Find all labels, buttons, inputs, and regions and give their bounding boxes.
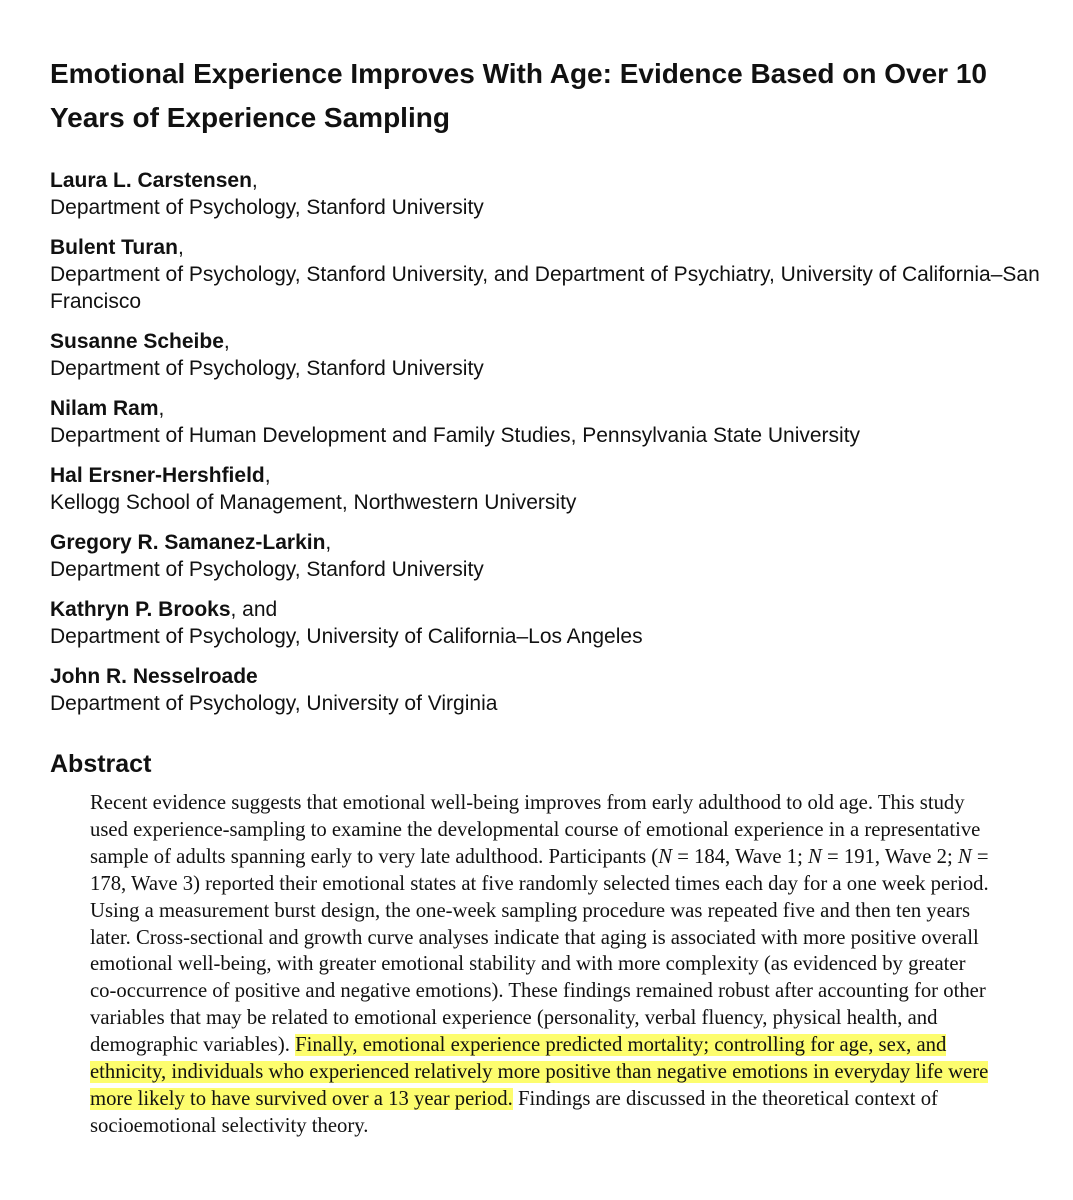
- abstract-text-part: = 184, Wave 1;: [672, 845, 809, 868]
- author-entry: [50, 529, 1040, 583]
- sample-size-symbol: N: [957, 845, 972, 868]
- abstract-heading: Abstract: [50, 750, 152, 778]
- abstract-text-part: Recent evidence suggests that emotional well-being improves from early adulthood to old age. This study used experience-sampling to examine the developmental course of emotional experience in a representative sample of adults spanning early to very late adulthood. Participants (: [90, 792, 981, 868]
- abstract-text: [90, 790, 990, 1140]
- sample-size-symbol: N: [658, 845, 673, 868]
- sample-size-symbol: N: [808, 845, 822, 868]
- highlighted-sentence: Finally, emotional experience predicted mortality; controlling for age, sex, and ethnicity, individuals who experienced relatively more positive than negative emotions in everyday life were more likely to have survived over a 13 year period.: [90, 1034, 989, 1110]
- author-affiliation: Department of Human Development and Family Studies, Pennsylvania State University: [50, 424, 861, 447]
- paper-title: Emotional Experience Improves With Age: Evidence Based on Over 10 Years of Experience Sampling: [50, 58, 988, 133]
- author-name: John R. Nesselroade: [50, 665, 258, 688]
- author-name: Kathryn P. Brooks: [50, 598, 231, 621]
- author-separator: ,: [177, 236, 184, 259]
- author-entry: [50, 663, 1040, 717]
- abstract-text-part: = 191, Wave 2;: [821, 845, 958, 868]
- author-affiliation: Department of Psychology, Stanford University: [50, 558, 484, 581]
- author-entry: [50, 462, 1040, 516]
- author-separator: ,: [158, 397, 165, 420]
- abstract-text-part: = 178, Wave 3) reported their emotional states at five randomly selected times each day for a one week period. Using a measurement burst design, the one-week sampling procedure was repeated five and then ten years later. Cross-sectional and growth curve analyses indicate that aging is associated with more positive overall emotional well-being, with greater emotional stability and with more complexity (as evidenced by greater co-occurrence of positive and negative emotions). These findings remained robust after accounting for other variables that may be related to emotional experience (personality, verbal fluency, physical health, and demographic variables).: [90, 845, 989, 1057]
- author-affiliation: Department of Psychology, Stanford University, and Department of Psychiatry, University of California–San Francisco: [50, 263, 1040, 313]
- author-name: Hal Ersner-Hershfield: [50, 464, 265, 487]
- abstract-text-part: Findings are discussed in the theoretical context of socioemotional selectivity theory.: [90, 1087, 938, 1137]
- author-name: Susanne Scheibe: [50, 330, 224, 353]
- author-name: Bulent Turan: [50, 236, 178, 259]
- author-name: Laura L. Carstensen: [50, 169, 252, 192]
- author-entry: [50, 596, 1040, 650]
- author-separator: ,: [223, 330, 230, 353]
- author-entry: [50, 328, 1040, 382]
- author-name: Gregory R. Samanez-Larkin: [50, 531, 326, 554]
- author-separator: , and: [230, 598, 278, 621]
- author-separator: ,: [251, 169, 258, 192]
- author-entry: [50, 395, 1040, 449]
- author-affiliation: Kellogg School of Management, Northwestern University: [50, 491, 577, 514]
- author-affiliation: Department of Psychology, University of Virginia: [50, 692, 498, 715]
- author-entry: [50, 167, 1040, 221]
- author-affiliation: Department of Psychology, Stanford University: [50, 357, 484, 380]
- author-affiliation: Department of Psychology, University of California–Los Angeles: [50, 625, 643, 648]
- author-entry: [50, 234, 1040, 315]
- author-name: Nilam Ram: [50, 397, 159, 420]
- author-separator: ,: [264, 464, 271, 487]
- author-affiliation: Department of Psychology, Stanford University: [50, 196, 484, 219]
- author-list: [50, 167, 1040, 730]
- author-separator: ,: [325, 531, 332, 554]
